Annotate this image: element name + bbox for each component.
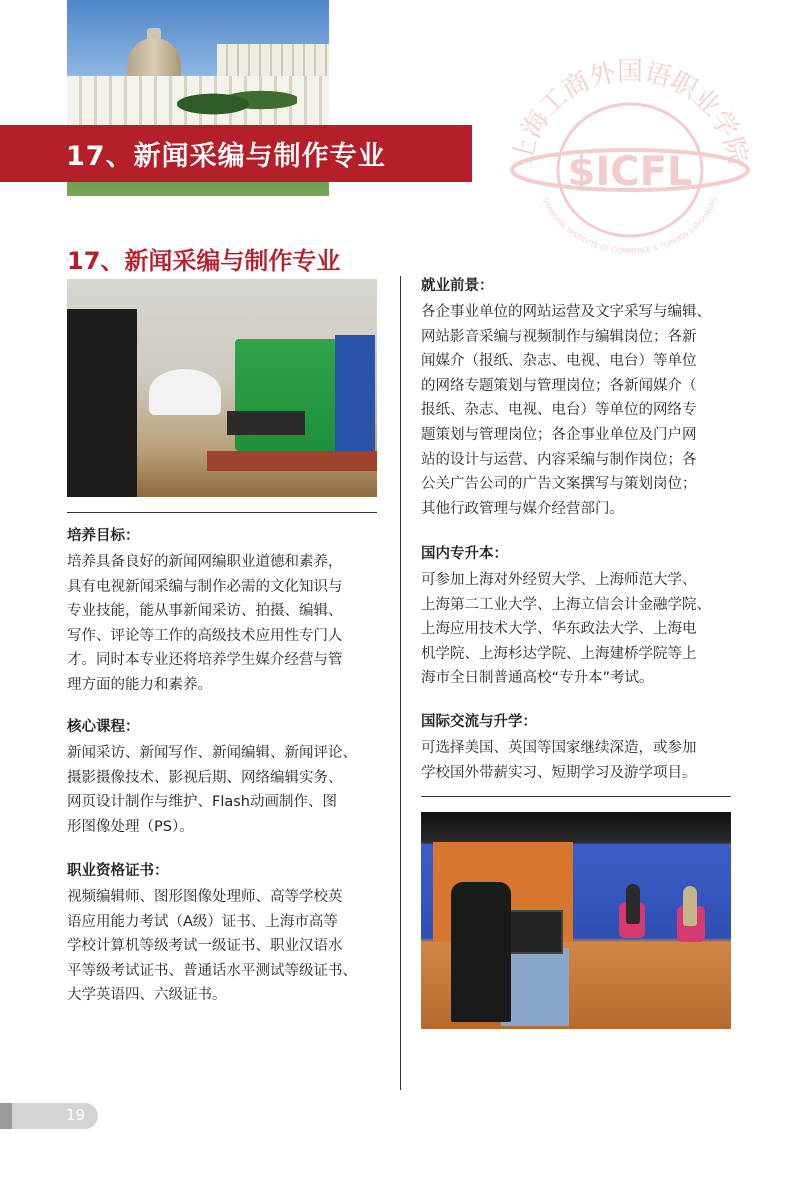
core-courses-section (67, 715, 387, 839)
upgrade-heading: 国内专升本： (421, 546, 508, 562)
international-section (421, 710, 741, 785)
international-text: 可选择美国、英国等国家继续深造，或参加 学校国外带薪实习、短期学习及游学项目。 (421, 740, 697, 781)
tv-studio-photo (421, 812, 731, 1029)
upgrade-section (421, 542, 741, 691)
employment-text: 各企事业单位的网站运营及文字采写与编辑、 网站影音采编与视频制作与编辑岗位；各新 闻媒介（报纸、杂志、电视、电台）等单位 的网络专题策划与管理岗位；各新闻媒介（ 报纸、杂志、电视、电台）等单位的网络专 题策划与管理岗位；各企事业单位及门户网 站的设计与运营、内容采编与制作岗位；各 公关广告公司的广告文案撰写与策划岗位； 其他行政管理与媒介经营部门。 (421, 304, 711, 517)
watermark-arc-text: 上海工商外国语职业学院 (507, 57, 753, 167)
international-heading: 国际交流与升学： (421, 714, 537, 730)
banner-title: 17、新闻采编与制作专业 (66, 141, 386, 172)
watermark-logo-text: $ICFL (567, 149, 693, 195)
upgrade-text: 可参加上海对外经贸大学、上海师范大学、 上海第二工业大学、上海立信会计金融学院、 上海应用技术大学、华东政法大学、上海电 机学院、上海杉达学院、上海建桥学院等上 海市全日制普通高校“专升本”考试。 (421, 572, 711, 687)
core-courses-text: 新闻采访、新闻写作、新闻编辑、新闻评论、 摄影摄像技术、影视后期、网络编辑实务、 网页设计制作与维护、Flash动画制作、图 形图像处理（PS）。 (67, 745, 357, 835)
header-banner (0, 125, 472, 182)
employment-heading: 就业前景： (421, 278, 494, 294)
employment-section (421, 274, 741, 521)
section-title: 17、新闻采编与制作专业 (67, 247, 341, 275)
school-logo-watermark (505, 50, 755, 260)
page-number: 19 (66, 1106, 86, 1124)
training-goals-heading: 培养目标： (67, 528, 140, 544)
studio-photo (67, 279, 377, 497)
page-number-tab (0, 1103, 98, 1129)
core-courses-heading: 核心课程： (67, 719, 140, 735)
certificates-heading: 职业资格证书： (67, 863, 169, 879)
training-goals-section (67, 524, 387, 698)
watermark-sub-text: SHANGHAI INSTITUTE OF COMMERCE & FOREIGN LANGUAGES (540, 196, 720, 256)
left-divider (67, 512, 377, 513)
training-goals-text: 培养具备良好的新闻网编职业道德和素养， 具有电视新闻采编与制作必需的文化知识与 专业技能，能从事新闻采访、拍摄、编辑、 写作、评论等工作的高级技术应用性专门人 才。同时本专业还将培养学生媒介经营与管 理方面的能力和素养。 (67, 554, 343, 693)
certificates-section (67, 859, 387, 1008)
certificates-text: 视频编辑师、图形图像处理师、高等学校英 语应用能力考试（A级）证书、上海市高等 学校计算机等级考试一级证书、职业汉语水 平等级考试证书、普通话水平测试等级证书、 大学英语四、六级证书。 (67, 889, 357, 1004)
right-divider (421, 796, 731, 797)
column-divider (400, 276, 401, 1090)
